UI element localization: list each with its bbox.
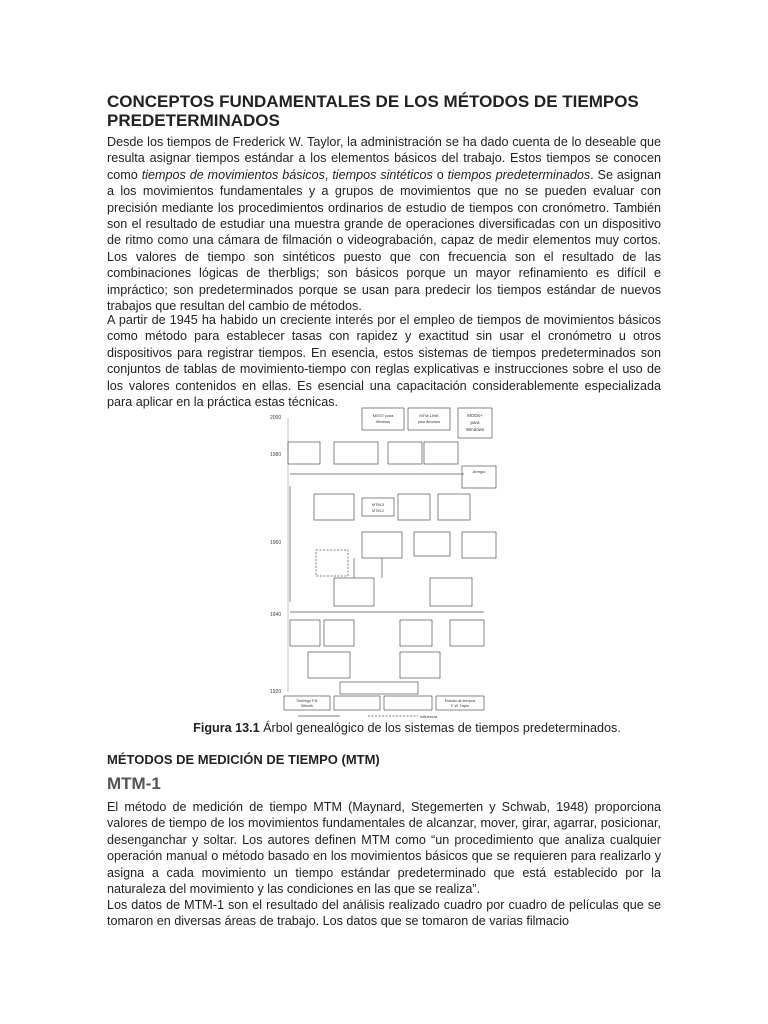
box-tiempos-dashed xyxy=(316,550,348,576)
box-tecnico-sec xyxy=(334,442,378,464)
page-title: CONCEPTOS FUNDAMENTALES DE LOS MÉTODOS DE TIEMPOS PREDETERMINADOS xyxy=(107,92,639,130)
section-heading-mtm: MÉTODOS DE MEDICIÓN DE TIEMPO (MTM) xyxy=(107,752,380,767)
box-administracion xyxy=(384,696,432,710)
box-datos-proposito xyxy=(398,494,430,520)
box-estandares-tiempo xyxy=(308,652,350,678)
year-label-1960: 1960 xyxy=(270,540,282,546)
figure-caption-label: Figura 13.1 xyxy=(193,721,260,735)
paragraph-intro-sep-2: o xyxy=(432,167,448,182)
legend-influence-label: Influencia xyxy=(420,714,438,719)
box-sistema-analisis xyxy=(388,442,422,464)
box-monografia xyxy=(450,620,484,646)
paragraph-intro-sep-1: , xyxy=(324,167,333,182)
box-tablas xyxy=(324,620,354,646)
box-mtm-unk-label-2: para Windows xyxy=(417,420,441,424)
box-most-label-2: Windows xyxy=(375,420,391,424)
box-mtm-unk xyxy=(408,408,450,430)
term-basic-motion-times: tiempos de movimientos básicos xyxy=(141,167,325,182)
box-factores-humanos xyxy=(334,696,380,710)
box-datos-unidad xyxy=(414,532,450,556)
box-mod-label-1: MODs+ xyxy=(467,413,483,418)
term-predetermined-times: tiempos predeterminados xyxy=(447,167,591,182)
figure-caption xyxy=(107,720,707,736)
box-medicion-general xyxy=(430,578,472,606)
box-sistema-mov xyxy=(462,532,496,558)
paragraph-since-1945: A partir de 1945 ha habido un creciente interés por el empleo de tiempos de movimientos básicos como método para establecer tasas con rapidez y exactitud sin usar el cronómetro u otros dispositivos para registrar tiempos. En esencia, estos sistemas de tiempos predeterminados son conjuntos de tablas de movimiento-tiempo con reglas explicativas e instrucciones sobre el uso de los valores contenidos en ellas. Es esencial una capacitación considerablemente especializada para aplicar en la práctica estas técnicas. xyxy=(107,313,661,410)
paragraph-mtm-definition: El método de medición de tiempo MTM (Maynard, Stegemerten y Schwab, 1948) proporciona valores de tiempo de los movimientos fundamentales de alcanzar, mover, girar, agarrar, posicionar, desenganchar y soltar. Los autores definen MTM como “un procedimiento que analiza cualquier operación manual o método basado en los movimientos básicos que se requieren para realizarlo y asigna a cada movimiento un tiempo estándar predeterminado que está establecido por la naturaleza del movimiento y las condiciones en las que se realiza”. xyxy=(107,800,661,897)
box-mtm3 xyxy=(362,498,394,516)
box-arreglo-label: Arreglo xyxy=(472,469,486,474)
box-mtm3-label-2: MTM-2 xyxy=(371,509,385,513)
box-taylor-label-2: F. W. Taylor xyxy=(450,704,470,708)
year-label-1920: 1920 xyxy=(270,689,282,695)
paragraph-intro-text-1: Desde los tiempos de Frederick W. Taylor, la administración se ha dado cuenta de lo deseable que resulta asignar tiempos estándar a los elementos básicos del trabajo. Estos tiempos se conocen como xyxy=(107,135,661,182)
box-mod-label-2: para xyxy=(470,420,480,425)
figure-caption-text: Árbol genealógico de los sistemas de tiempos predeterminados. xyxy=(259,721,621,735)
box-mod-label-3: Windows xyxy=(465,427,485,432)
box-therbligs-label-1: Therbligs F.B. xyxy=(296,699,318,703)
paragraph-intro-text-2: . Se asignan a los movimientos fundamentales y a grupos de movimientos que no se pueden evaluar con precisión mediante los procedimientos ordinarios de estudio de tiempos con cronómetro. También son el resultado de estudiar una muestra grande de operaciones diversificadas con un dispositivo de ritmo como una cámara de filmación o videograbación, capaz de medir elementos muy cortos. Los valores de tiempo son sintéticos puesto que con frecuencia son el resultado de las combinaciones lógicas de therbligs; son básicos porque un mayor refinamiento es difícil e impráctico; son predeterminados porque se usan para predecir los tiempos estándar de nuevos trabajos que resultan del cambio de métodos. xyxy=(107,167,661,314)
box-analisis-2 xyxy=(424,442,458,464)
box-metodo-medicion xyxy=(334,578,374,606)
paragraph-mtm1-data: Los datos de MTM-1 son el resultado del análisis realizado cuadro por cuadro de películas que se tomaron en diversas áreas de trabajo. Los datos que se tomaron de varias filmacio xyxy=(107,898,661,929)
box-analisis-segur xyxy=(340,682,418,694)
family-tree-figure xyxy=(268,406,498,720)
box-mtm3-label-1: MTM-3 xyxy=(371,503,385,507)
box-tiempos-movimientos xyxy=(314,494,354,520)
paragraph-intro xyxy=(107,134,661,314)
year-label-1980: 1980 xyxy=(270,452,282,458)
box-factor-trabajo xyxy=(400,620,432,646)
box-estudio-tiempos xyxy=(290,620,320,646)
year-label-1940: 1940 xyxy=(270,612,282,618)
subheading-mtm1: MTM-1 xyxy=(107,774,161,793)
family-tree-diagram xyxy=(268,406,498,720)
box-analisis-1 xyxy=(288,442,320,464)
box-tiempos-basicos xyxy=(362,532,402,558)
box-mtm-unk-label-1: MTM-LINK xyxy=(419,413,439,418)
box-datos-tiempos xyxy=(400,652,440,678)
box-datos-estandar xyxy=(438,494,470,520)
box-most-label-1: MOST para xyxy=(372,413,394,418)
term-synthetic-times: tiempos sintéticos xyxy=(332,167,433,182)
box-most-windows xyxy=(362,408,404,430)
year-label-2000: 2000 xyxy=(270,415,282,421)
box-taylor-label-1: Estudio de tiempos xyxy=(444,699,476,703)
box-therbligs-label-2: Gilbreth xyxy=(300,704,314,708)
